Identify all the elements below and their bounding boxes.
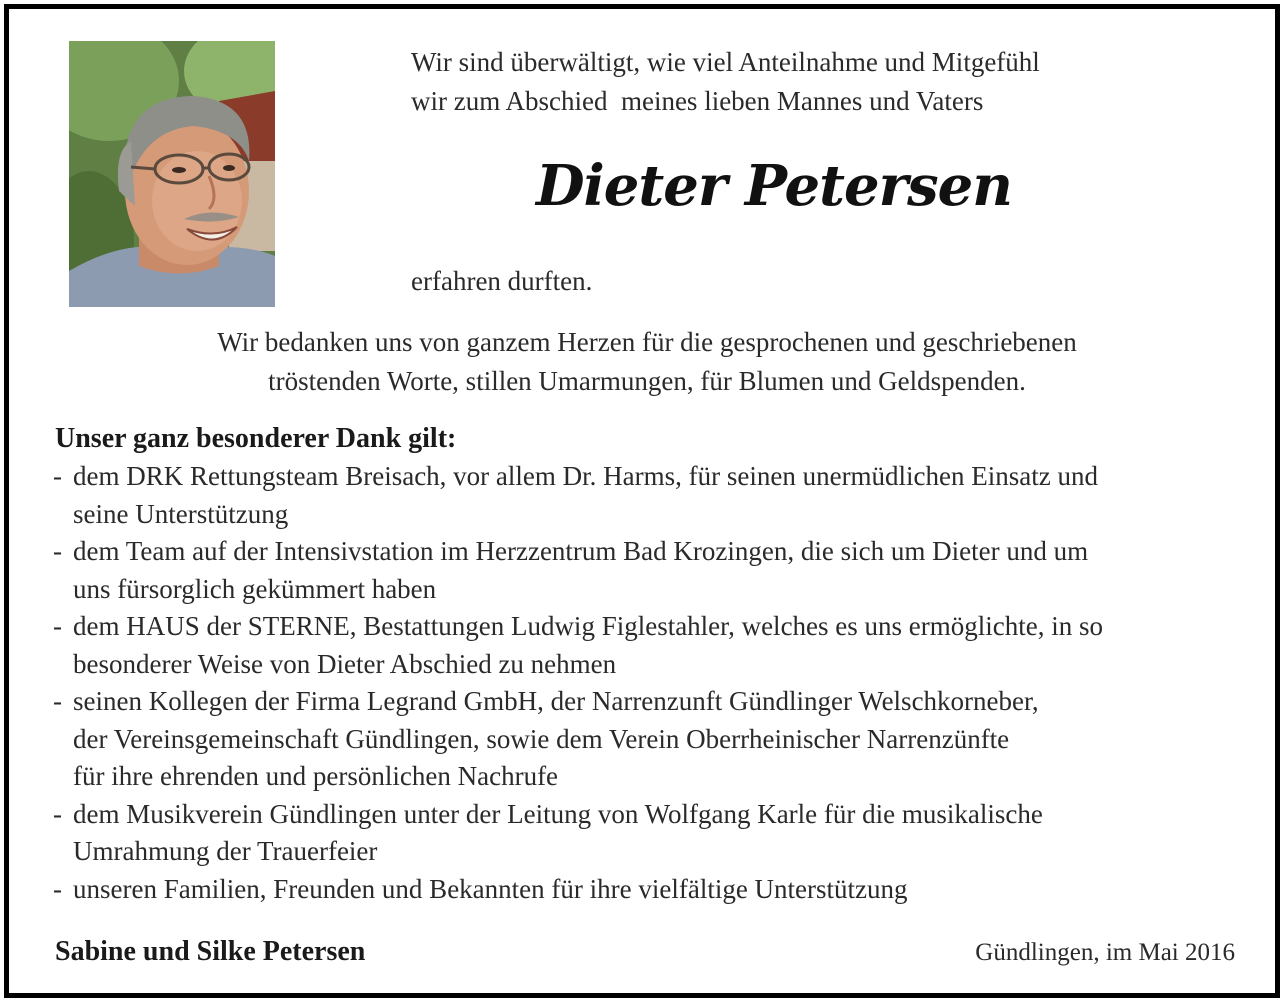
list-item: - seinen Kollegen der Firma Legrand GmbH, der Narrenzunft Gündlinger Welschkorneber, der Vereinsgemeinschaft Gündlingen, sowie dem Verein Oberrheinischer Narrenzünfte für ihre ehrenden und persönlichen Nachrufe (53, 686, 1039, 791)
list-item: - dem Team auf der Intensivstation im Herzzentrum Bad Krozingen, die sich um Dieter und um uns fürsorglich gekümmert haben (53, 536, 1089, 604)
list-item-text: dem DRK Rettungsteam Breisach, vor allem Dr. Harms, für seinen unermüdlichen Einsatz und seine Unterstützung (73, 461, 1098, 529)
intro-text (411, 43, 1231, 121)
place-date: Gündlingen, im Mai 2016 (975, 939, 1235, 966)
portrait-photo (69, 41, 275, 307)
list-item-text: dem Musikverein Gündlingen unter der Leitung von Wolfgang Karle für die musikalische Umrahmung der Trauerfeier (73, 798, 1043, 866)
list-item: - dem DRK Rettungsteam Breisach, vor allem Dr. Harms, für seinen unermüdlichen Einsatz und seine Unterstützung (53, 461, 1098, 529)
list-item: - dem HAUS der STERNE, Bestattungen Ludwig Figlestahler, welches es uns ermöglichte, in so besonderer Weise von Dieter Abschied zu nehmen (53, 611, 1103, 679)
thanks-line-1: Wir bedanken uns von ganzem Herzen für die gesprochenen und geschriebenen (217, 327, 1077, 357)
deceased-name: Dieter Petersen (535, 153, 1013, 219)
list-item-text: dem Team auf der Intensivstation im Herzzentrum Bad Krozingen, die sich um Dieter und um uns fürsorglich gekümmert haben (73, 536, 1089, 604)
thanks-line-2: tröstenden Worte, stillen Umarmungen, für Blumen und Geldspenden. (268, 366, 1026, 396)
list-item: - unseren Familien, Freunden und Bekannten für ihre vielfältige Unterstützung (53, 873, 908, 904)
list-item-text: unseren Familien, Freunden und Bekannten für ihre vielfältige Unterstützung (73, 873, 908, 904)
list-item: - dem Musikverein Gündlingen unter der Leitung von Wolfgang Karle für die musikalische Umrahmung der Trauerfeier (53, 798, 1043, 866)
special-thanks-list (51, 458, 1256, 908)
thanks-paragraph (49, 323, 1245, 401)
list-item-text: dem HAUS der STERNE, Bestattungen Ludwig Figlestahler, welches es uns ermöglichte, in so besonderer Weise von Dieter Abschied zu nehmen (73, 611, 1103, 679)
special-thanks-heading: Unser ganz besonderer Dank gilt: (55, 423, 457, 454)
intro-line-1: Wir sind überwältigt, wie viel Anteilnahme und Mitgefühl (411, 47, 1040, 77)
list-item-text: seinen Kollegen der Firma Legrand GmbH, der Narrenzunft Gündlinger Welschkorneber, der Vereinsgemeinschaft Gündlingen, sowie dem Verein Oberrheinischer Narrenzünfte für ihre ehrenden und persönlichen Nachrufe (73, 686, 1039, 791)
signature: Sabine und Silke Petersen (55, 936, 366, 967)
intro-line-2: wir zum Abschied meines lieben Mannes und Vaters (411, 86, 984, 116)
intro-line-3: erfahren durften. (411, 266, 593, 296)
obituary-notice-frame (4, 4, 1280, 998)
